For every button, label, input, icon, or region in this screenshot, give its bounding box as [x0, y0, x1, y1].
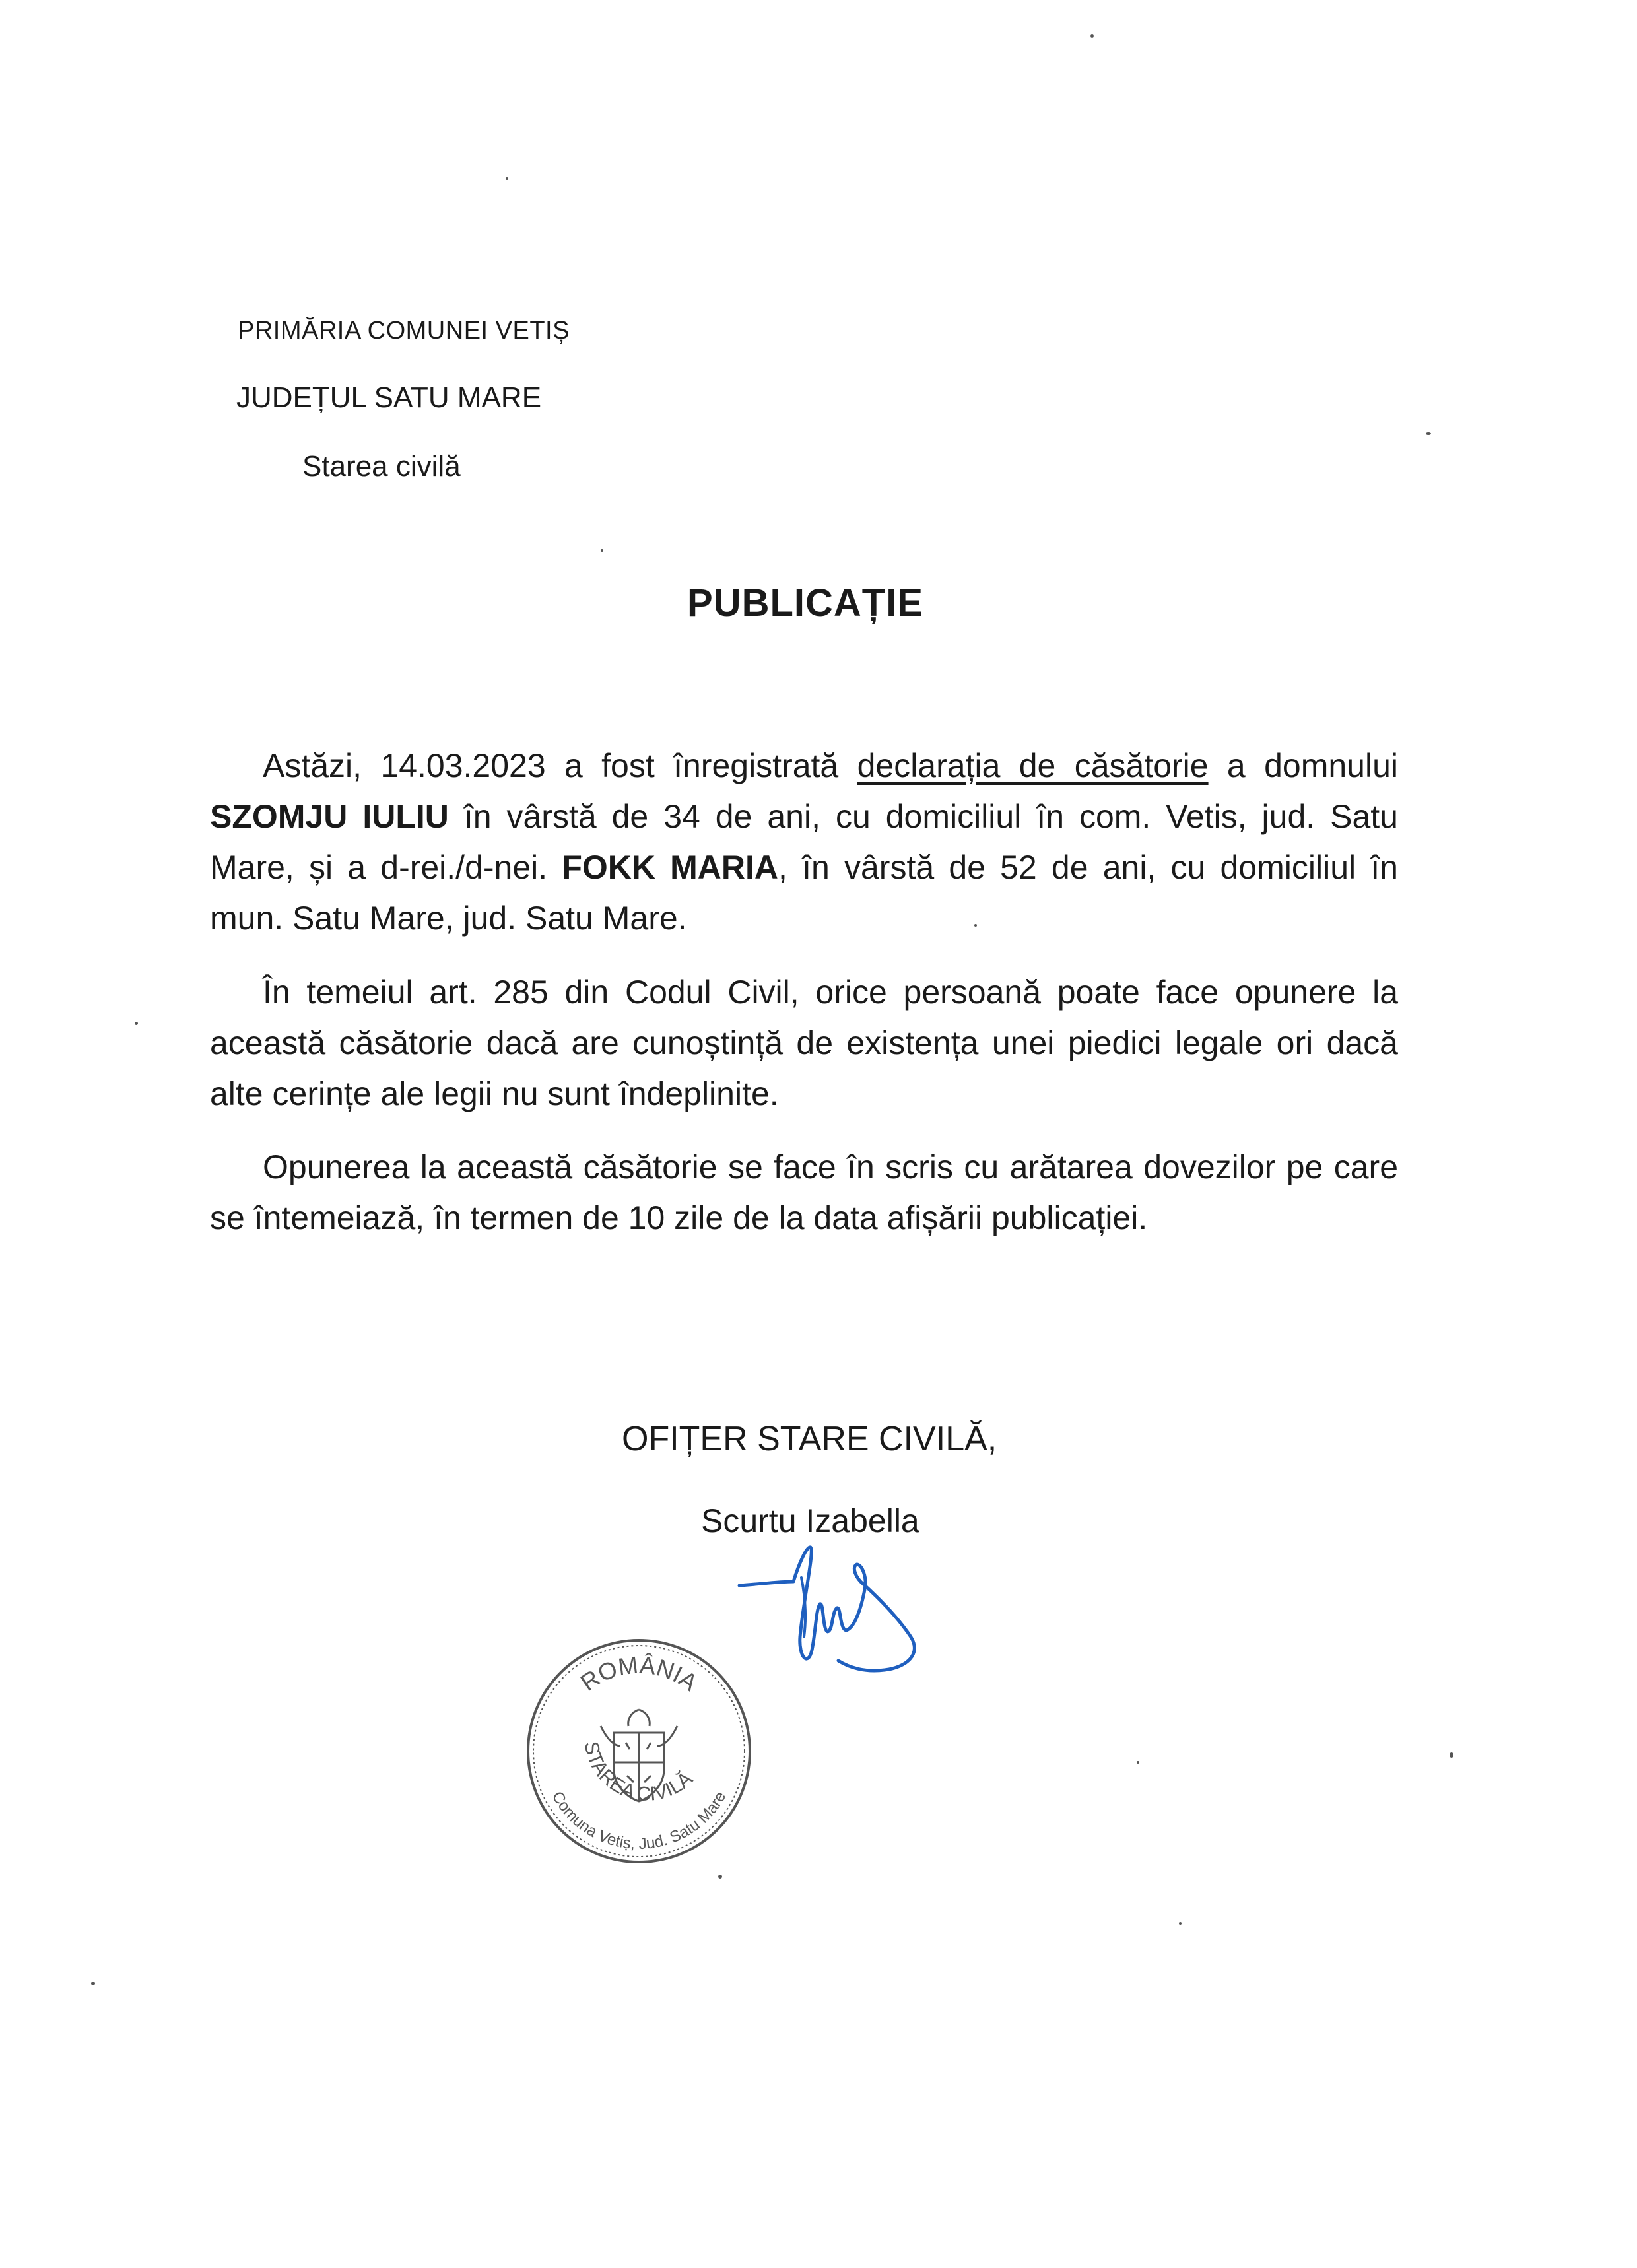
scan-speck [718, 1875, 722, 1879]
scan-speck [1179, 1922, 1182, 1925]
scan-speck [1137, 1761, 1139, 1764]
officer-title: OFIȚER STARE CIVILĂ, [622, 1420, 997, 1458]
handwritten-signature [733, 1538, 944, 1710]
signature-stroke [739, 1547, 914, 1671]
paragraph-legal-basis: În temeiul art. 285 din Codul Civil, orice persoană poate face opunere la această căsătorie dacă are cunoștință de existența unei piedici legale ori dacă alte cerințe ale legii nu sunt îndeplinite. [210, 974, 1398, 1112]
paragraph-opposition: Opunerea la această căsătorie se face în scris cu arătarea dovezilor pe care se întemeiază, în termen de 10 zile de la data afișării publicației. [210, 1149, 1398, 1236]
groom-name: SZOMJU IULIU [210, 798, 449, 835]
document-title: PUBLICAȚIE [687, 582, 923, 624]
institution-header: PRIMĂRIA COMUNEI VETIȘ [238, 317, 570, 345]
officer-name: Scurtu Izabella [701, 1502, 919, 1539]
paragraph-declaration: Astăzi, 14.03.2023 a fost înregistrată declarația de căsătorie a domnului SZOMJU IULIU în vârstă de 34 de ani, cu domiciliul în com. Vetis, jud. Satu Mare, și a d-rei./d-nei. FOKK MARIA, în vârstă de 52 de ani, cu domiciliul în mun. Satu Mare, jud. Satu Mare. [210, 747, 1398, 937]
scan-speck [135, 1022, 138, 1025]
scan-speck [1090, 34, 1094, 38]
department-header: Starea civilă [302, 450, 461, 483]
county-header: JUDEȚUL SATU MARE [236, 382, 542, 414]
bride-name: FOKK MARIA [562, 849, 779, 886]
scan-speck [1450, 1752, 1453, 1758]
seal-ring-text: Comuna Vetiș, Jud. Satu Mare [548, 1788, 730, 1853]
scan-speck [506, 177, 508, 180]
scan-speck [601, 549, 603, 552]
official-seal [521, 1634, 756, 1869]
seal-top-text: ROMÂNIA [575, 1651, 703, 1696]
scan-speck [1426, 432, 1431, 435]
seal-middle-text: STAREA CIVILĂ [580, 1739, 697, 1806]
scan-speck [91, 1982, 95, 1985]
scan-speck [974, 924, 977, 927]
declaration-underlined-text: declarația de căsătorie [857, 747, 1209, 784]
